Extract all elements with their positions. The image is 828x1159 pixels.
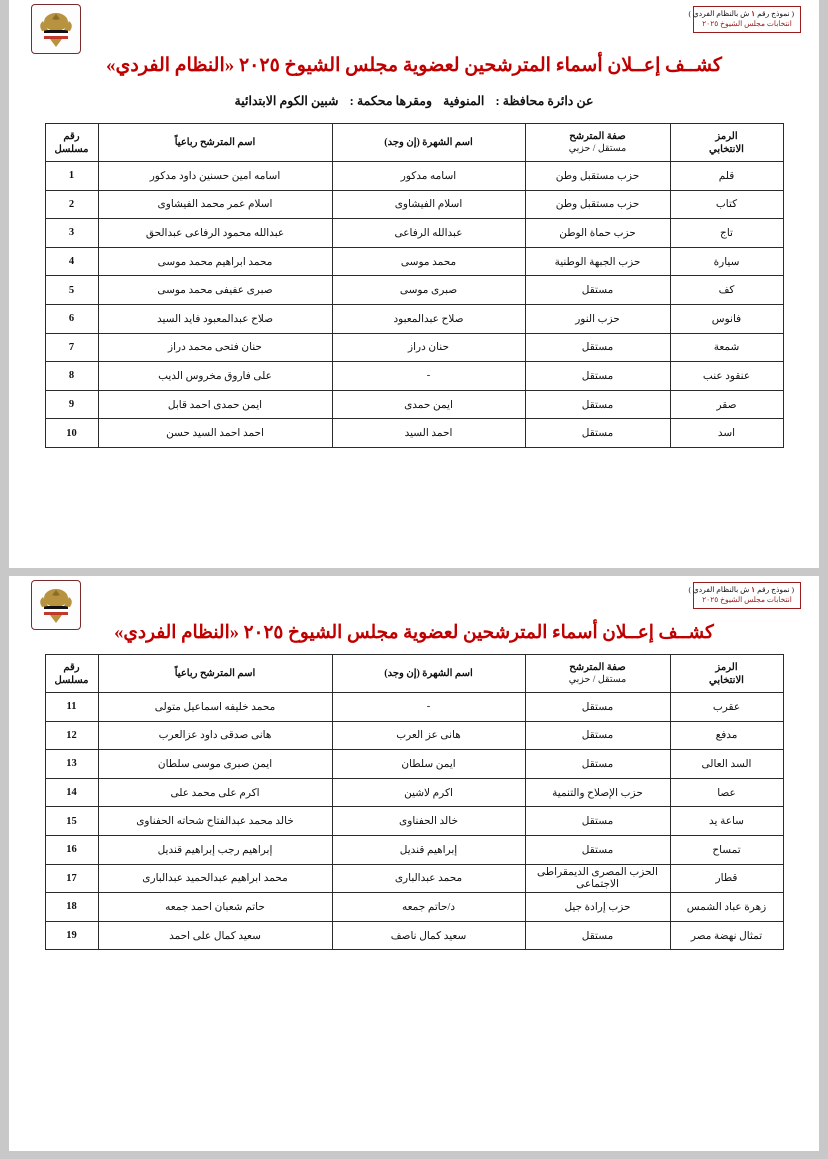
cell-name: اسامه امين حسنين داود مدكور bbox=[98, 162, 332, 191]
cell-name: خالد محمد عبدالفتاح شحاته الحفناوى bbox=[98, 807, 332, 836]
table-header bbox=[45, 655, 783, 693]
cell-serial: 2 bbox=[45, 190, 98, 219]
cell-fame: ايمن حمدى bbox=[332, 390, 525, 419]
cell-name: صبرى عفيفى محمد موسى bbox=[98, 276, 332, 305]
cell-party: مستقل bbox=[525, 419, 670, 448]
cell-party: مستقل bbox=[525, 333, 670, 362]
candidates-table-page-1 bbox=[45, 123, 784, 448]
cell-party: مستقل bbox=[525, 721, 670, 750]
table-header-row bbox=[45, 655, 783, 693]
court-label: ومقرها محكمة : bbox=[349, 94, 433, 108]
cell-serial: 4 bbox=[45, 247, 98, 276]
cell-serial: 6 bbox=[45, 304, 98, 333]
cell-name: اسلام عمر محمد الفيشاوى bbox=[98, 190, 332, 219]
column-header-serial: رقم مسلسل bbox=[45, 655, 98, 693]
document-page-2 bbox=[9, 576, 819, 1151]
table-row bbox=[45, 893, 783, 922]
cell-fame: - bbox=[332, 362, 525, 391]
cell-fame: خالد الحفناوى bbox=[332, 807, 525, 836]
cell-fame: محمد موسى bbox=[332, 247, 525, 276]
cell-symbol: تمساح bbox=[670, 835, 783, 864]
cell-symbol: كتاب bbox=[670, 190, 783, 219]
column-header-party: صفة المترشح مستقل / حزبي bbox=[525, 124, 670, 162]
cell-party: حزب الجبهة الوطنية bbox=[525, 247, 670, 276]
cell-symbol: زهرة عباد الشمس bbox=[670, 893, 783, 922]
cell-symbol: اسد bbox=[670, 419, 783, 448]
cell-party: حزب النور bbox=[525, 304, 670, 333]
cell-symbol: قطار bbox=[670, 864, 783, 893]
cell-name: هانى صدقى داود عزالعرب bbox=[98, 721, 332, 750]
cell-serial: 16 bbox=[45, 835, 98, 864]
form-number-tag bbox=[688, 6, 801, 33]
cell-fame: اسامه مدكور bbox=[332, 162, 525, 191]
page-separator bbox=[0, 568, 828, 576]
cell-symbol: مدفع bbox=[670, 721, 783, 750]
column-header-symbol: الرمز الانتخابي bbox=[670, 124, 783, 162]
cell-fame: اسلام الفيشاوى bbox=[332, 190, 525, 219]
column-header-symbol: الرمز الانتخابي bbox=[670, 655, 783, 693]
table-row bbox=[45, 778, 783, 807]
table-row bbox=[45, 247, 783, 276]
table-row bbox=[45, 390, 783, 419]
governorate-name: المنوفية bbox=[443, 94, 485, 108]
cell-fame: إبراهيم قنديل bbox=[332, 835, 525, 864]
cell-name: صلاح عبدالمعبود فايد السيد bbox=[98, 304, 332, 333]
table-row bbox=[45, 721, 783, 750]
cell-symbol: فانوس bbox=[670, 304, 783, 333]
cell-serial: 14 bbox=[45, 778, 98, 807]
table-row bbox=[45, 835, 783, 864]
cell-fame: احمد السيد bbox=[332, 419, 525, 448]
cell-serial: 5 bbox=[45, 276, 98, 305]
cell-name: على فاروق مخروس الديب bbox=[98, 362, 332, 391]
table-row bbox=[45, 921, 783, 950]
table-row bbox=[45, 864, 783, 893]
cell-symbol: عقرب bbox=[670, 693, 783, 722]
cell-symbol: صقر bbox=[670, 390, 783, 419]
column-header-party: صفة المترشح مستقل / حزبي bbox=[525, 655, 670, 693]
table-row bbox=[45, 419, 783, 448]
column-header-name: اسم المترشح رباعياً bbox=[98, 655, 332, 693]
form-number-line: ( نموذج رقم ١ ش بالنظام الفردي ) bbox=[688, 585, 794, 594]
table-row bbox=[45, 693, 783, 722]
cell-party: مستقل bbox=[525, 835, 670, 864]
table-row bbox=[45, 190, 783, 219]
candidates-table-page-2 bbox=[45, 654, 784, 950]
cell-party: مستقل bbox=[525, 390, 670, 419]
cell-name: إبراهيم رجب إبراهيم قنديل bbox=[98, 835, 332, 864]
cell-symbol: ساعة يد bbox=[670, 807, 783, 836]
cell-serial: 3 bbox=[45, 219, 98, 248]
cell-name: احمد احمد السيد حسن bbox=[98, 419, 332, 448]
cell-symbol: تمثال نهضة مصر bbox=[670, 921, 783, 950]
column-header-fame: اسم الشهرة (إن وجد) bbox=[332, 655, 525, 693]
cell-fame: اكرم لاشين bbox=[332, 778, 525, 807]
cell-serial: 8 bbox=[45, 362, 98, 391]
cell-party: مستقل bbox=[525, 276, 670, 305]
cell-serial: 13 bbox=[45, 750, 98, 779]
cell-fame: - bbox=[332, 693, 525, 722]
cell-party: الحزب المصرى الديمقراطى الاجتماعى bbox=[525, 864, 670, 893]
cell-party: مستقل bbox=[525, 807, 670, 836]
table-row bbox=[45, 750, 783, 779]
cell-name: حنان فتحى محمد دراز bbox=[98, 333, 332, 362]
cell-serial: 11 bbox=[45, 693, 98, 722]
cell-symbol: سيارة bbox=[670, 247, 783, 276]
cell-fame: سعيد كمال ناصف bbox=[332, 921, 525, 950]
cell-symbol: كف bbox=[670, 276, 783, 305]
cell-symbol: قلم bbox=[670, 162, 783, 191]
cell-serial: 10 bbox=[45, 419, 98, 448]
cell-fame: د/حاتم جمعه bbox=[332, 893, 525, 922]
column-header-fame: اسم الشهرة (إن وجد) bbox=[332, 124, 525, 162]
egypt-eagle-emblem-icon bbox=[31, 4, 81, 54]
cell-name: ايمن صبرى موسى سلطان bbox=[98, 750, 332, 779]
cell-fame: هانى عز العرب bbox=[332, 721, 525, 750]
table-row bbox=[45, 219, 783, 248]
page-title: كشــف إعــلان أسماء المترشحين لعضوية مجلس الشيوخ ٢٠٢٥ «النظام الفردي» bbox=[114, 623, 714, 643]
cell-name: ايمن حمدى احمد قابل bbox=[98, 390, 332, 419]
cell-name: محمد ابراهيم عبدالحميد عبدالبارى bbox=[98, 864, 332, 893]
cell-symbol: عنقود عنب bbox=[670, 362, 783, 391]
cell-serial: 1 bbox=[45, 162, 98, 191]
form-election-line: انتخابات مجلس الشيوخ ٢٠٢٥ bbox=[702, 19, 792, 29]
cell-party: حزب مستقبل وطن bbox=[525, 190, 670, 219]
table-body-page-2 bbox=[45, 693, 783, 950]
cell-fame: صلاح عبدالمعبود bbox=[332, 304, 525, 333]
table-body-page-1 bbox=[45, 162, 783, 448]
cell-serial: 17 bbox=[45, 864, 98, 893]
cell-serial: 15 bbox=[45, 807, 98, 836]
cell-fame: عبدالله الرفاعى bbox=[332, 219, 525, 248]
table-row bbox=[45, 807, 783, 836]
egypt-eagle-emblem-icon bbox=[31, 580, 81, 630]
cell-party: مستقل bbox=[525, 693, 670, 722]
cell-serial: 18 bbox=[45, 893, 98, 922]
cell-serial: 9 bbox=[45, 390, 98, 419]
column-header-serial: رقم مسلسل bbox=[45, 124, 98, 162]
document-page-1 bbox=[9, 0, 819, 568]
table-row bbox=[45, 362, 783, 391]
cell-fame: صبرى موسى bbox=[332, 276, 525, 305]
cell-serial: 7 bbox=[45, 333, 98, 362]
cell-name: حاتم شعبان احمد جمعه bbox=[98, 893, 332, 922]
form-election-line: انتخابات مجلس الشيوخ ٢٠٢٥ bbox=[702, 595, 792, 605]
cell-name: محمد ابراهيم محمد موسى bbox=[98, 247, 332, 276]
table-row bbox=[45, 333, 783, 362]
column-header-name: اسم المترشح رباعياً bbox=[98, 124, 332, 162]
cell-symbol: شمعة bbox=[670, 333, 783, 362]
constituency-line bbox=[27, 93, 801, 109]
court-name: شبين الكوم الابتدائية bbox=[234, 94, 339, 108]
cell-name: اكرم على محمد على bbox=[98, 778, 332, 807]
table-row bbox=[45, 276, 783, 305]
cell-party: مستقل bbox=[525, 921, 670, 950]
cell-party: حزب إرادة جيل bbox=[525, 893, 670, 922]
cell-name: محمد خليفه اسماعيل متولى bbox=[98, 693, 332, 722]
form-number-line: ( نموذج رقم ١ ش بالنظام الفردي ) bbox=[688, 9, 794, 18]
cell-party: حزب مستقبل وطن bbox=[525, 162, 670, 191]
page-title: كشــف إعــلان أسماء المترشحين لعضوية مجلس الشيوخ ٢٠٢٥ «النظام الفردي» bbox=[106, 55, 722, 76]
cell-symbol: السد العالى bbox=[670, 750, 783, 779]
constituency-prefix: عن دائرة محافظة : bbox=[495, 94, 594, 108]
cell-serial: 12 bbox=[45, 721, 98, 750]
cell-symbol: تاج bbox=[670, 219, 783, 248]
cell-name: عبدالله محمود الرفاعى عبدالحق bbox=[98, 219, 332, 248]
cell-party: حزب الإصلاح والتنمية bbox=[525, 778, 670, 807]
cell-symbol: عصا bbox=[670, 778, 783, 807]
cell-party: مستقل bbox=[525, 362, 670, 391]
cell-fame: محمد عبدالبارى bbox=[332, 864, 525, 893]
table-row bbox=[45, 304, 783, 333]
cell-fame: حنان دراز bbox=[332, 333, 525, 362]
cell-name: سعيد كمال على احمد bbox=[98, 921, 332, 950]
cell-serial: 19 bbox=[45, 921, 98, 950]
cell-party: حزب حماة الوطن bbox=[525, 219, 670, 248]
form-number-tag bbox=[688, 582, 801, 609]
cell-fame: ايمن سلطان bbox=[332, 750, 525, 779]
table-header bbox=[45, 124, 783, 162]
table-header-row bbox=[45, 124, 783, 162]
table-row bbox=[45, 162, 783, 191]
cell-party: مستقل bbox=[525, 750, 670, 779]
